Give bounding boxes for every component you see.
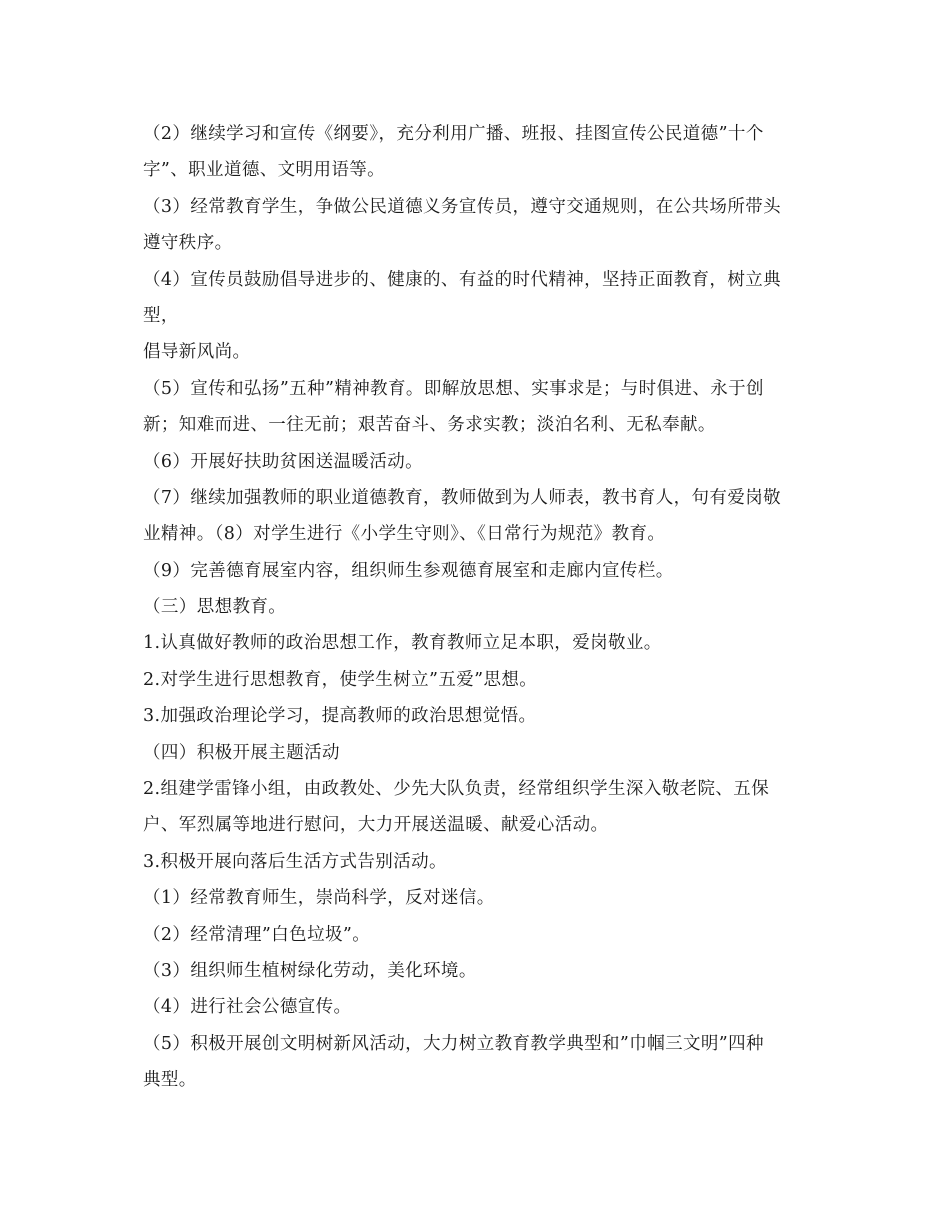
- text-line: （3）组织师生植树绿化劳动，美化环境。: [143, 960, 477, 981]
- text-line: 型，: [143, 305, 179, 326]
- text-line: （9）完善德育展室内容，组织师生参观德育展室和走廊内宣传栏。: [143, 560, 674, 581]
- text-line: 2.组建学雷锋小组，由政教处、少先大队负责，经常组织学生深入敬老院、五保: [143, 779, 770, 800]
- text-line: （2）经常清理”白色垃圾”。: [143, 924, 371, 945]
- section-heading: （四）积极开展主题活动: [143, 742, 340, 763]
- text-line: （3）经常教育学生，争做公民道德义务宣传员，遵守交通规则，在公共场所带头: [143, 196, 782, 217]
- text-line: （1）经常教育师生，崇尚科学，反对迷信。: [143, 888, 495, 909]
- text-line: （6）开展好扶助贫困送温暖活动。: [143, 451, 424, 472]
- text-line: 3.加强政治理论学习，提高教师的政治思想觉悟。: [143, 706, 537, 727]
- text-line: 遵守秩序。: [143, 233, 233, 254]
- text-line: 户、军烈属等地进行慰问，大力开展送温暖、献爱心活动。: [143, 815, 609, 836]
- text-line: 典型。: [143, 1070, 197, 1091]
- text-line: 1.认真做好教师的政治思想工作，教育教师立足本职，爱岗敬业。: [143, 633, 662, 654]
- text-line: 新；知难而进、一往无前；艰苦奋斗、务求实教；淡泊名利、无私奉献。: [143, 415, 716, 436]
- text-line: 2.对学生进行思想教育，使学生树立”五爱”思想。: [143, 669, 538, 690]
- section-heading: （三）思想教育。: [143, 597, 287, 618]
- document-body: [143, 116, 818, 1099]
- text-line: （2）继续学习和宣传《纲要》，充分利用广播、班报、挂图宣传公民道德”十个: [143, 124, 764, 144]
- text-line: 3.积极开展向落后生活方式告别活动。: [143, 851, 447, 872]
- text-line: （5）宣传和弘扬”五种”精神教育。即解放思想、实事求是；与时俱进、永于创: [143, 378, 764, 399]
- text-line: 字”、职业道德、文明用语等。: [143, 160, 386, 181]
- text-line: （5）积极开展创文明树新风活动，大力树立教育教学典型和”巾帼三文明”四种: [143, 1033, 764, 1054]
- text-line: （7）继续加强教师的职业道德教育，教师做到为人师表，教书育人，句有爱岗敬: [143, 487, 782, 508]
- text-line: 业精神。（8）对学生进行《小学生守则》、《日常行为规范》教育。: [143, 524, 666, 545]
- text-line: （4）宣传员鼓励倡导进步的、健康的、有益的时代精神，坚持正面教育，树立典: [143, 269, 782, 290]
- text-line: （4）进行社会公德宣传。: [143, 997, 352, 1018]
- text-line: 倡导新风尚。: [143, 342, 251, 363]
